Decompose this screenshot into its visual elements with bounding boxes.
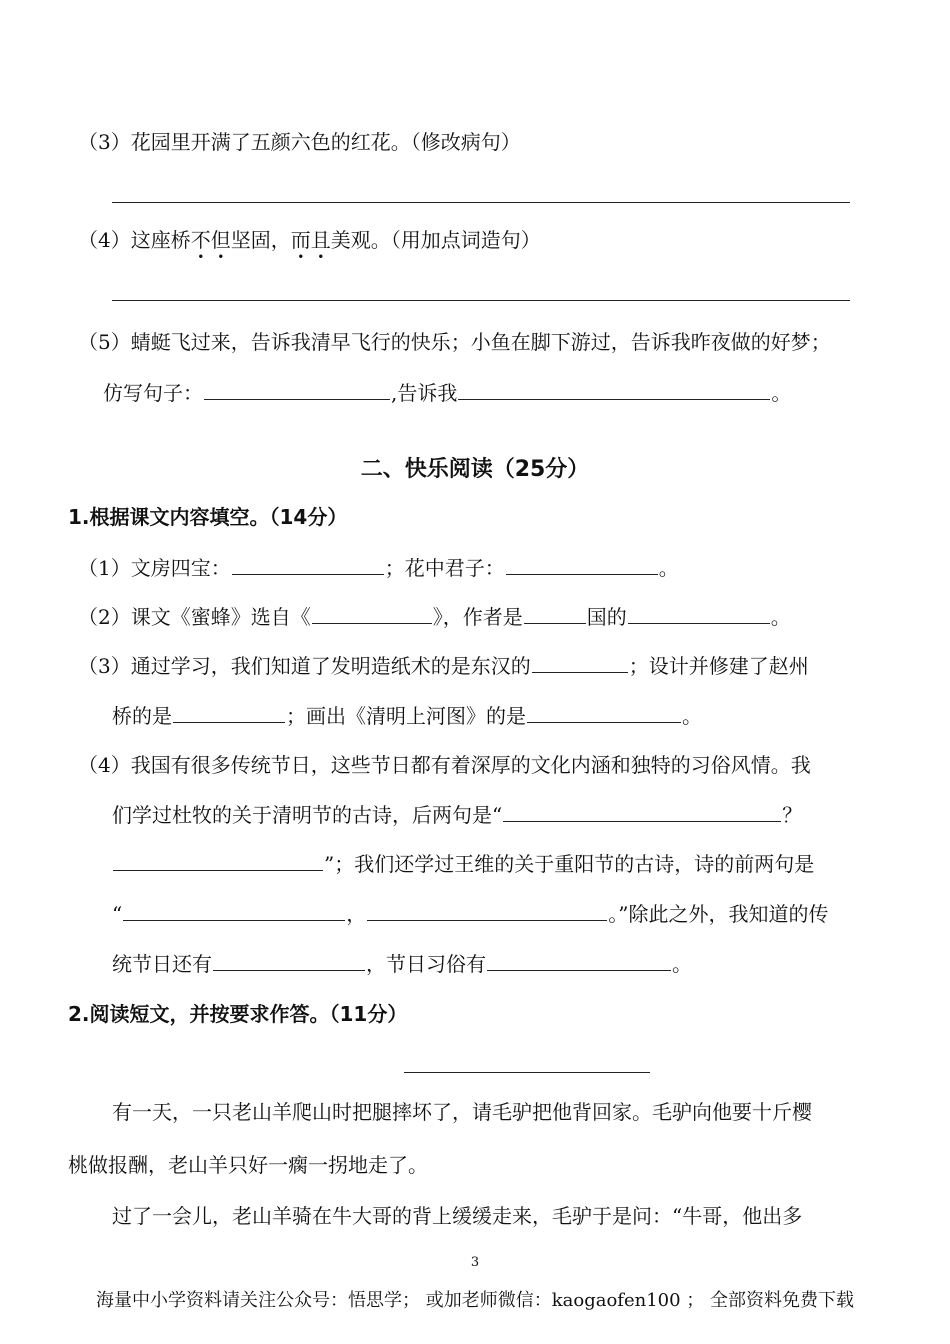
question-5-imitation	[103, 379, 791, 407]
emphasis-dots: • •	[297, 250, 325, 264]
item3-text-e: 。	[682, 704, 702, 728]
item-4-line-3	[112, 850, 814, 878]
title-blank-line[interactable]	[404, 1072, 650, 1073]
passage-para-2-line-1: 过了一会儿，老山羊骑在牛大哥的背上缓缓走来，毛驴于是问：“牛哥，他出多	[112, 1204, 803, 1228]
imitation-label: 仿写句子：	[103, 381, 203, 405]
answer-line-q4[interactable]	[112, 300, 850, 301]
dotted-word-erqie: 而且 • •	[290, 228, 331, 264]
item3-text-b: ；设计并修建了赵州	[628, 654, 809, 678]
q4-pre: （4）这座桥	[78, 228, 191, 252]
item2-text-c: 国的	[586, 605, 627, 629]
blank-item4-c[interactable]	[123, 900, 345, 921]
item1-text-b: ；花中君子：	[384, 556, 505, 580]
passage-para-1-line-2: 桃做报酬，老山羊只好一瘸一拐地走了。	[68, 1153, 428, 1177]
item4-text-g: 统节日还有	[112, 952, 212, 976]
item2-text-d: 。	[770, 605, 791, 629]
part1-heading: 1.根据课文内容填空。（14分）	[68, 505, 348, 529]
blank-item4-a[interactable]	[503, 801, 781, 822]
item4-text-c: ”；我们还学过王维的关于重阳节的古诗，诗的前两句是	[324, 852, 815, 876]
item1-text-c: 。	[658, 556, 679, 580]
q4-mid: 坚固，	[230, 228, 291, 252]
item-3-line-2	[112, 702, 702, 730]
item3-text-c: 桥的是	[112, 704, 172, 728]
item4-text-i: 。	[672, 952, 692, 976]
blank-item2-a[interactable]	[312, 603, 432, 624]
emphasis-dots: • •	[197, 250, 225, 264]
blank-item3-a[interactable]	[532, 652, 628, 673]
item-1	[78, 554, 679, 582]
blank-item3-c[interactable]	[527, 702, 681, 723]
blank-item4-e[interactable]	[213, 950, 365, 971]
question-5: （5）蜻蜓飞过来，告诉我清早飞行的快乐；小鱼在脚下游过，告诉我昨夜做的好梦；	[78, 330, 831, 354]
item2-text-b: 》，作者是	[432, 605, 523, 629]
section-title: 二、快乐阅读（25分）	[360, 457, 590, 482]
question-4	[78, 226, 541, 264]
blank-item4-b[interactable]	[113, 850, 323, 871]
item-2	[78, 603, 791, 631]
item4-text-h: ，节日习俗有	[366, 952, 486, 976]
q4-post: 美观。（用加点词造句）	[330, 228, 541, 252]
blank-item4-f[interactable]	[487, 950, 671, 971]
question-3: （3）花园里开满了五颜六色的红花。（修改病句）	[78, 130, 521, 154]
page-number: 3	[470, 1255, 480, 1270]
item4-text-f: 。”除此之外，我知道的传	[608, 902, 829, 926]
passage-para-1-line-1: 有一天，一只老山羊爬山时把腿摔坏了，请毛驴把他背回家。毛驴向他要十斤樱	[112, 1100, 812, 1124]
blank-item4-d[interactable]	[367, 900, 607, 921]
item4-text-a: 们学过杜牧的关于清明节的古诗，后两句是“	[112, 803, 503, 827]
item1-text-a: （1）文房四宝：	[78, 556, 231, 580]
item3-text-a: （3）通过学习，我们知道了发明造纸术的是东汉的	[78, 654, 531, 678]
answer-line-q3[interactable]	[112, 202, 850, 203]
item-4-line-4	[112, 900, 828, 928]
q5-end: 。	[771, 381, 792, 405]
item-4-line-1: （4）我国有很多传统节日，这些节日都有着深厚的文化内涵和独特的习俗风情。我	[78, 753, 811, 777]
item2-text-a: （2）课文《蜜蜂》选自《	[78, 605, 311, 629]
item-4-line-2	[112, 801, 802, 829]
q5-mid: ,告诉我	[391, 381, 458, 405]
blank-item1-a[interactable]	[232, 554, 384, 575]
item4-text-d: “	[112, 902, 123, 926]
item4-text-e: ，	[346, 902, 367, 926]
dotted-word-budan: 不但 • •	[190, 228, 231, 264]
item-3-line-1	[78, 652, 809, 680]
blank-item1-b[interactable]	[506, 554, 658, 575]
item-4-line-5	[112, 950, 692, 978]
item4-text-b: ？	[782, 803, 803, 827]
blank-item3-b[interactable]	[173, 702, 285, 723]
blank-q5-a[interactable]	[204, 379, 390, 400]
item3-text-d: ；画出《清明上河图》的是	[286, 704, 526, 728]
blank-q5-b[interactable]	[458, 379, 770, 400]
footer-note: 海量中小学资料请关注公众号：悟思学； 或加老师微信：kaogaofen100 ； 全部资料免费下载	[96, 1290, 854, 1311]
blank-item2-b[interactable]	[524, 603, 586, 624]
part2-heading: 2.阅读短文，并按要求作答。（11分）	[68, 1002, 408, 1026]
blank-item2-c[interactable]	[628, 603, 770, 624]
